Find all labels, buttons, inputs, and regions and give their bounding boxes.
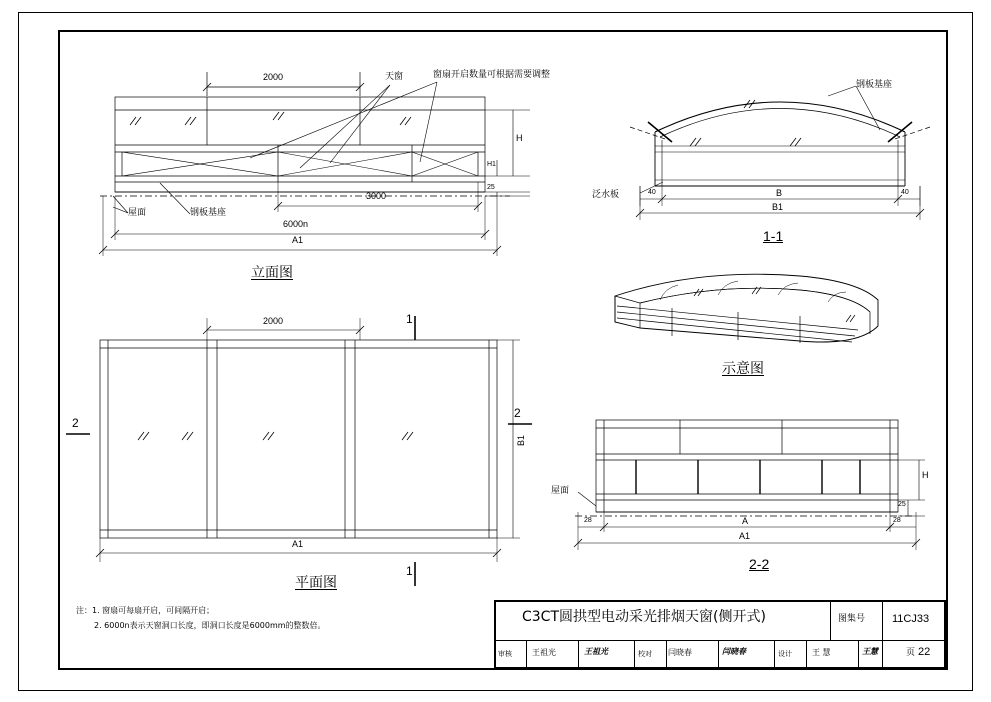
titleblock-review-name: 王祖光 xyxy=(532,648,556,657)
section22-label-roof: 屋面 xyxy=(551,486,570,496)
titleblock-design-label: 设计 xyxy=(778,650,792,658)
section11-label-flashing: 泛水板 xyxy=(592,190,620,200)
titleblock-review-signature: 王祖光 xyxy=(584,647,608,656)
notes-line-1 xyxy=(76,606,214,616)
plan-cut-2-right: 2 xyxy=(514,406,521,420)
elevation-dim-6000n: 6000n xyxy=(283,219,309,229)
section11-label-base: 钢板基座 xyxy=(856,80,893,90)
titleblock-atlas-label: 图集号 xyxy=(838,614,866,624)
tb-div-atlas xyxy=(830,600,831,640)
tb-top xyxy=(494,600,946,602)
tb-div-b3 xyxy=(634,640,635,667)
section11-dim-left-40: 40 xyxy=(648,189,656,196)
titleblock-design-name: 王 慧 xyxy=(812,648,831,657)
elevation-label-roof: 屋面 xyxy=(128,208,147,218)
elevation-dim-h1: H1 xyxy=(487,161,496,168)
elevation-title: 立面图 xyxy=(251,265,293,281)
titleblock-design-signature: 王慧 xyxy=(862,647,878,656)
section22-title: 2-2 xyxy=(749,556,770,572)
tb-right xyxy=(944,600,946,669)
tb-div-atlas2 xyxy=(882,600,883,667)
elevation-dim-2000: 2000 xyxy=(263,72,284,82)
titleblock-check-signature: 闫晓春 xyxy=(722,647,746,656)
tb-div-b7 xyxy=(806,640,807,667)
section11-dim-right-40: 40 xyxy=(901,189,909,196)
titleblock-atlas-value: 11CJ33 xyxy=(892,613,930,625)
tb-div-b2 xyxy=(578,640,579,667)
tb-bottom xyxy=(494,667,946,669)
tb-div-b6 xyxy=(774,640,775,667)
notes-line-2 xyxy=(94,621,326,631)
section22-dim-a: A xyxy=(742,516,749,526)
elevation-label-skylight: 天窗 xyxy=(385,72,404,82)
notes-item-2: 2. 6000n表示天窗洞口长度，即洞口长度是6000mm的整数倍。 xyxy=(94,621,326,630)
section22-dim-a1: A1 xyxy=(739,531,751,541)
section11-dim-b1: B1 xyxy=(772,202,784,212)
section11-title: 1-1 xyxy=(763,228,784,244)
tb-div-b8 xyxy=(858,640,859,667)
plan-cut-2-left: 2 xyxy=(72,416,79,430)
elevation-dim-25: 25 xyxy=(487,184,495,191)
plan-title: 平面图 xyxy=(295,575,337,591)
titleblock-check-label: 校对 xyxy=(638,650,652,658)
title-block xyxy=(494,600,946,668)
plan-cut-1-top: 1 xyxy=(406,312,413,326)
tb-mid xyxy=(494,640,946,641)
plan-dim-b1: B1 xyxy=(516,434,526,446)
tb-div-b4 xyxy=(666,640,667,667)
titleblock-check-name: 闫晓春 xyxy=(668,648,692,657)
section22-dim-left-28: 28 xyxy=(584,517,592,524)
tb-left xyxy=(494,600,496,669)
plan-dim-2000: 2000 xyxy=(263,316,284,326)
titleblock-page-value: 22 xyxy=(918,646,931,658)
section22-dim-25: 25 xyxy=(898,501,906,508)
notes-head: 注： xyxy=(76,606,92,615)
elevation-dim-3000: 3000 xyxy=(366,191,387,201)
elevation-note-leader: 窗扇开启数量可根据需要调整 xyxy=(433,70,551,80)
elevation-dim-a1: A1 xyxy=(292,235,304,245)
elevation-dim-h: H xyxy=(516,133,523,143)
tb-div-b1 xyxy=(526,640,527,667)
plan-dim-a1: A1 xyxy=(292,539,304,549)
titleblock-review-label: 审核 xyxy=(498,650,512,658)
section22-dim-right-28: 28 xyxy=(893,517,901,524)
plan-cut-1-bottom: 1 xyxy=(406,564,413,578)
notes-item-1: 1. 窗扇可每扇开启，可间隔开启； xyxy=(92,606,215,615)
titleblock-title: C3CT圆拱型电动采光排烟天窗(侧开式) xyxy=(522,609,766,625)
iso-title: 示意图 xyxy=(722,361,764,377)
tb-div-b5 xyxy=(718,640,719,667)
elevation-label-base: 钢板基座 xyxy=(190,208,227,218)
section11-dim-b: B xyxy=(776,188,783,198)
section22-dim-h: H xyxy=(922,470,929,480)
titleblock-page-label: 页 xyxy=(906,648,916,658)
